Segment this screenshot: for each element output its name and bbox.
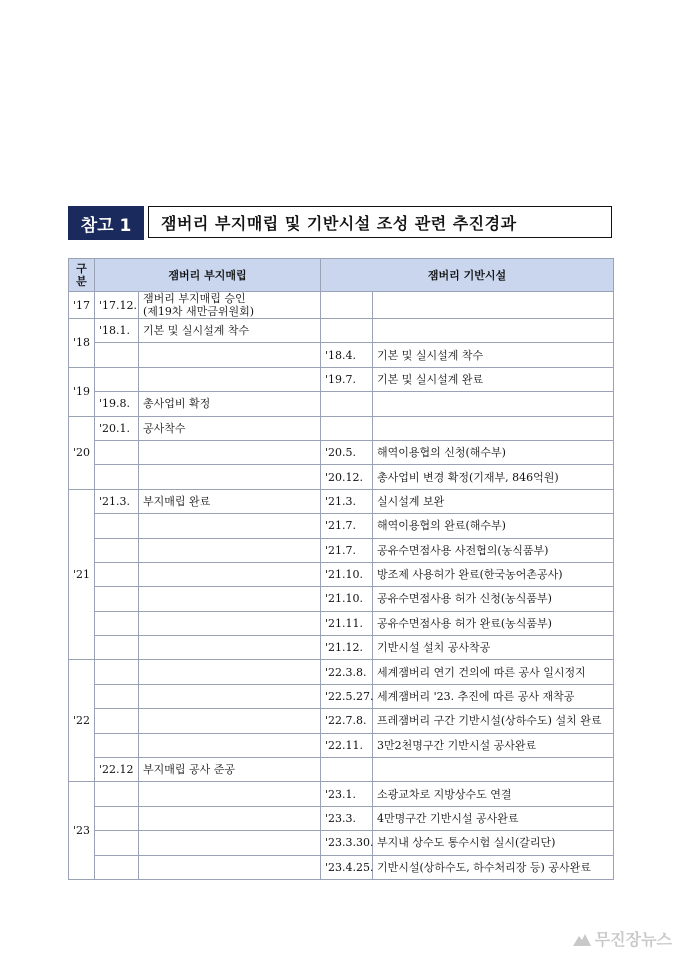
progress-table bbox=[68, 258, 614, 880]
landfill-item-cell: 공사착수 bbox=[139, 416, 321, 440]
infra-item-cell: 해역이용협의 완료(해수부) bbox=[373, 514, 614, 538]
infra-date-cell: '19.7. bbox=[321, 367, 373, 391]
table-row bbox=[69, 758, 614, 782]
landfill-date-cell: '18.1. bbox=[95, 319, 139, 343]
table-row bbox=[69, 636, 614, 660]
landfill-date-cell bbox=[95, 562, 139, 586]
infra-item-cell: 기반시설 설치 공사착공 bbox=[373, 636, 614, 660]
header-gubun bbox=[69, 259, 95, 292]
infra-item-cell: 총사업비 변경 확정(기재부, 846억원) bbox=[373, 465, 614, 489]
infra-item-cell bbox=[373, 292, 614, 319]
table-row bbox=[69, 440, 614, 464]
table-row bbox=[69, 538, 614, 562]
infra-item-cell: 세계잼버리 '23. 추진에 따른 공사 재착공 bbox=[373, 684, 614, 708]
infra-date-cell: '21.12. bbox=[321, 636, 373, 660]
infra-item-cell: 공유수면점사용 허가 완료(농식품부) bbox=[373, 611, 614, 635]
infra-date-cell bbox=[321, 416, 373, 440]
infra-item-cell: 해역이용협의 신청(해수부) bbox=[373, 440, 614, 464]
landfill-date-cell bbox=[95, 465, 139, 489]
table-row bbox=[69, 465, 614, 489]
table-header-row bbox=[69, 259, 614, 292]
landfill-date-cell bbox=[95, 343, 139, 367]
year-cell: '23 bbox=[69, 782, 95, 880]
landfill-item-cell bbox=[139, 465, 321, 489]
landfill-item-cell bbox=[139, 684, 321, 708]
landfill-date-cell bbox=[95, 636, 139, 660]
infra-date-cell: '23.4.25. bbox=[321, 855, 373, 879]
landfill-item-cell bbox=[139, 587, 321, 611]
table-row bbox=[69, 562, 614, 586]
landfill-date-cell bbox=[95, 782, 139, 806]
infra-date-cell: '22.11. bbox=[321, 733, 373, 757]
infra-date-cell: '23.1. bbox=[321, 782, 373, 806]
landfill-date-cell bbox=[95, 538, 139, 562]
landfill-date-cell bbox=[95, 440, 139, 464]
landfill-date-cell bbox=[95, 660, 139, 684]
table-row bbox=[69, 292, 614, 319]
table-row bbox=[69, 392, 614, 416]
infra-item-cell bbox=[373, 416, 614, 440]
table-row bbox=[69, 660, 614, 684]
table-row bbox=[69, 319, 614, 343]
infra-date-cell bbox=[321, 319, 373, 343]
infra-item-cell: 방조제 사용허가 완료(한국농어촌공사) bbox=[373, 562, 614, 586]
infra-date-cell bbox=[321, 292, 373, 319]
year-cell: '19 bbox=[69, 367, 95, 416]
year-cell: '18 bbox=[69, 319, 95, 368]
infra-item-cell: 3만2천명구간 기반시설 공사완료 bbox=[373, 733, 614, 757]
infra-item-cell: 공유수면점사용 허가 신청(농식품부) bbox=[373, 587, 614, 611]
infra-date-cell: '22.5.27. bbox=[321, 684, 373, 708]
landfill-date-cell bbox=[95, 709, 139, 733]
landfill-item-cell bbox=[139, 343, 321, 367]
table-row bbox=[69, 782, 614, 806]
infra-item-cell: 소광교차로 지방상수도 연결 bbox=[373, 782, 614, 806]
table-row bbox=[69, 367, 614, 391]
landfill-item-cell bbox=[139, 709, 321, 733]
landfill-date-cell: '17.12. bbox=[95, 292, 139, 319]
landfill-item-cell bbox=[139, 782, 321, 806]
header-gubun-text: 구 분 bbox=[76, 262, 87, 288]
table-row bbox=[69, 343, 614, 367]
watermark bbox=[573, 927, 672, 950]
table-row bbox=[69, 733, 614, 757]
table-row bbox=[69, 416, 614, 440]
infra-date-cell bbox=[321, 392, 373, 416]
table-row bbox=[69, 611, 614, 635]
landfill-date-cell: '19.8. bbox=[95, 392, 139, 416]
infra-date-cell: '21.10. bbox=[321, 587, 373, 611]
landfill-date-cell bbox=[95, 514, 139, 538]
table-row bbox=[69, 709, 614, 733]
landfill-date-cell bbox=[95, 831, 139, 855]
infra-date-cell: '20.12. bbox=[321, 465, 373, 489]
year-cell: '17 bbox=[69, 292, 95, 319]
table-row bbox=[69, 806, 614, 830]
landfill-date-cell bbox=[95, 806, 139, 830]
infra-item-cell: 기본 및 실시설계 착수 bbox=[373, 343, 614, 367]
infra-date-cell: '21.7. bbox=[321, 538, 373, 562]
landfill-date-cell bbox=[95, 587, 139, 611]
reference-badge: 참고 1 bbox=[68, 206, 144, 240]
table-row bbox=[69, 684, 614, 708]
landfill-item-cell bbox=[139, 611, 321, 635]
landfill-item-cell bbox=[139, 562, 321, 586]
year-cell: '20 bbox=[69, 416, 95, 489]
infra-item-cell: 부지내 상수도 통수시험 실시(갈리단) bbox=[373, 831, 614, 855]
landfill-item-cell bbox=[139, 806, 321, 830]
landfill-item-cell: 기본 및 실시설계 착수 bbox=[139, 319, 321, 343]
landfill-item-cell: 잼버리 부지매립 승인 (제19차 새만금위원회) bbox=[139, 292, 321, 319]
landfill-date-cell: '21.3. bbox=[95, 489, 139, 513]
watermark-text: 무진장뉴스 bbox=[594, 930, 672, 949]
landfill-date-cell bbox=[95, 611, 139, 635]
landfill-item-cell: 부지매립 완료 bbox=[139, 489, 321, 513]
infra-item-cell: 기반시설(상하수도, 하수처리장 등) 공사완료 bbox=[373, 855, 614, 879]
landfill-item-cell bbox=[139, 636, 321, 660]
infra-item-cell: 세계잼버리 연기 건의에 따른 공사 일시정지 bbox=[373, 660, 614, 684]
landfill-item-cell bbox=[139, 660, 321, 684]
infra-item-cell: 실시설계 보완 bbox=[373, 489, 614, 513]
page-title: 잼버리 부지매립 및 기반시설 조성 관련 추진경과 bbox=[148, 206, 612, 238]
infra-date-cell: '23.3. bbox=[321, 806, 373, 830]
landfill-item-cell bbox=[139, 538, 321, 562]
infra-date-cell: '20.5. bbox=[321, 440, 373, 464]
landfill-date-cell bbox=[95, 367, 139, 391]
infra-item-cell: 공유수면점사용 사전협의(농식품부) bbox=[373, 538, 614, 562]
landfill-date-cell bbox=[95, 684, 139, 708]
table-row bbox=[69, 587, 614, 611]
infra-item-cell: 4만명구간 기반시설 공사완료 bbox=[373, 806, 614, 830]
infra-item-cell: 기본 및 실시설계 완료 bbox=[373, 367, 614, 391]
landfill-item-cell bbox=[139, 514, 321, 538]
infra-date-cell: '23.3.30. bbox=[321, 831, 373, 855]
landfill-item-cell: 총사업비 확정 bbox=[139, 392, 321, 416]
mountain-logo-icon bbox=[573, 932, 591, 946]
landfill-item-cell bbox=[139, 733, 321, 757]
landfill-item-cell bbox=[139, 831, 321, 855]
landfill-item-cell bbox=[139, 440, 321, 464]
table-row bbox=[69, 831, 614, 855]
infra-date-cell: '21.3. bbox=[321, 489, 373, 513]
table-row bbox=[69, 514, 614, 538]
year-cell: '21 bbox=[69, 489, 95, 660]
infra-date-cell bbox=[321, 758, 373, 782]
table-row bbox=[69, 855, 614, 879]
landfill-date-cell bbox=[95, 855, 139, 879]
infra-date-cell: '21.10. bbox=[321, 562, 373, 586]
landfill-item-cell: 부지매립 공사 준공 bbox=[139, 758, 321, 782]
landfill-date-cell bbox=[95, 733, 139, 757]
infra-item-cell bbox=[373, 758, 614, 782]
infra-date-cell: '21.11. bbox=[321, 611, 373, 635]
section-title bbox=[68, 206, 614, 240]
infra-date-cell: '22.3.8. bbox=[321, 660, 373, 684]
year-cell: '22 bbox=[69, 660, 95, 782]
landfill-item-cell bbox=[139, 367, 321, 391]
infra-date-cell: '22.7.8. bbox=[321, 709, 373, 733]
landfill-date-cell: '22.12 bbox=[95, 758, 139, 782]
infra-item-cell bbox=[373, 392, 614, 416]
infra-item-cell bbox=[373, 319, 614, 343]
header-landfill: 잼버리 부지매립 bbox=[95, 259, 321, 292]
header-infrastructure: 잼버리 기반시설 bbox=[321, 259, 614, 292]
infra-date-cell: '18.4. bbox=[321, 343, 373, 367]
infra-item-cell: 프레잼버리 구간 기반시설(상하수도) 설치 완료 bbox=[373, 709, 614, 733]
landfill-date-cell: '20.1. bbox=[95, 416, 139, 440]
table-row bbox=[69, 489, 614, 513]
landfill-item-cell bbox=[139, 855, 321, 879]
infra-date-cell: '21.7. bbox=[321, 514, 373, 538]
